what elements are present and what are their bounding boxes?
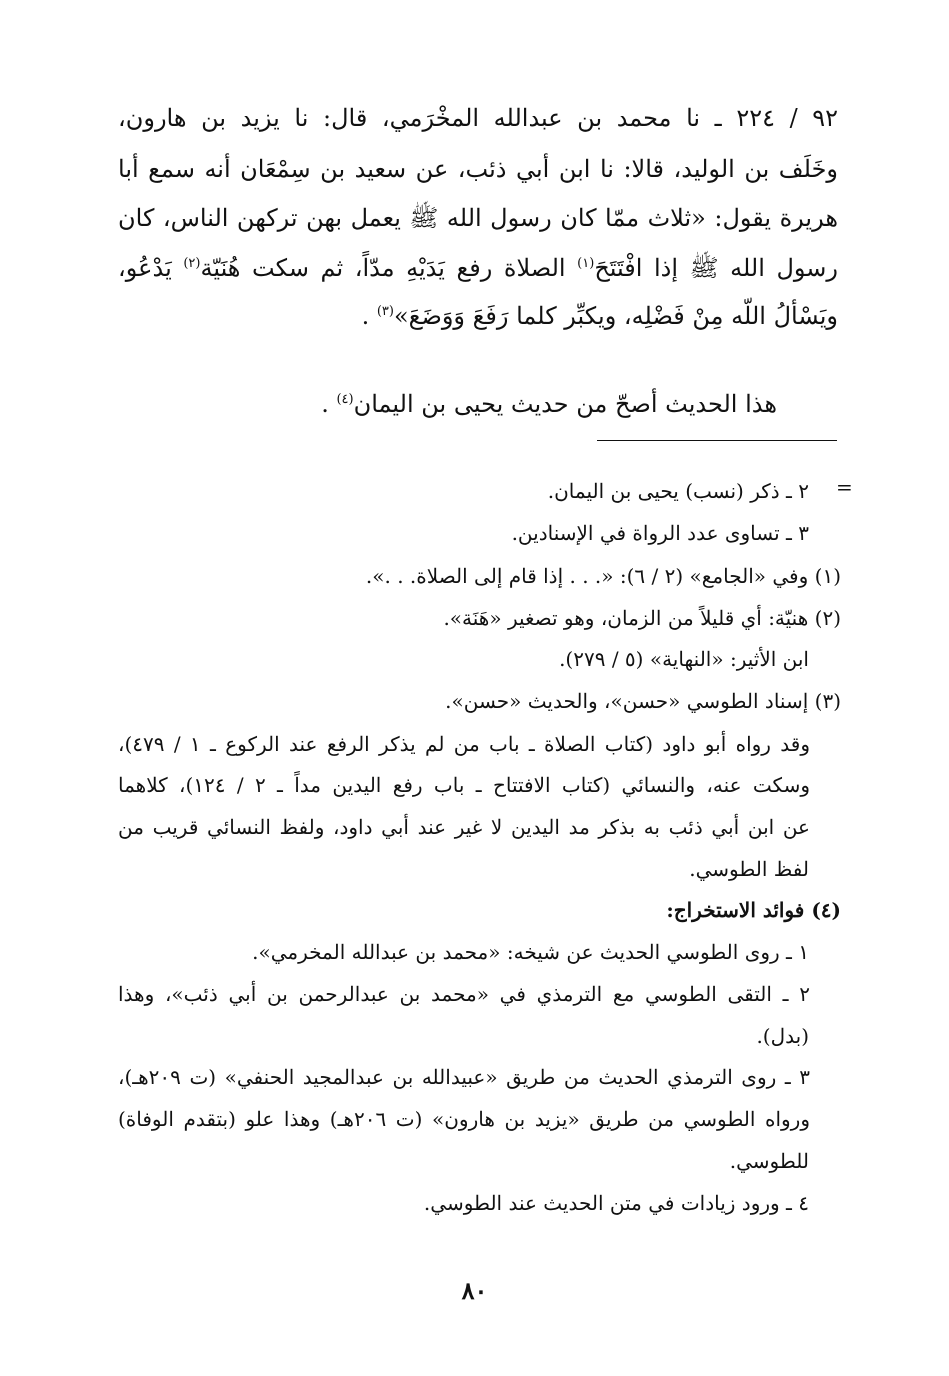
hadith-line-5-part-b: . <box>361 302 377 330</box>
hadith-line-2: وخَلَف بن الوليد، قالا: نا ابن أبي ذئب، عن سعيد بن سِمْعَان أنه سمع أبا <box>118 155 838 183</box>
footnote-1: (١) وفي «الجامع» (٢ / ٦): «. . . إذا قام إلى الصلاة. . .». <box>365 564 841 588</box>
hadith-line-4-part-a: رسول الله ﷺ إذا افْتَتَحَ <box>594 254 839 282</box>
hadith-line-4-part-c: يَدْعُو، <box>118 254 184 282</box>
author-comment <box>321 380 777 428</box>
footnote-3-line-1: وقد رواه أبو داود (كتاب الصلاة ـ باب من لم يذكر الرفع عند الركوع ـ ١ / ٤٧٩)، <box>118 732 810 756</box>
author-comment-text: هذا الحديث أصحّ من حديث يحيى بن اليمان <box>353 390 777 418</box>
hadith-line-4 <box>118 244 838 292</box>
hadith-line-5 <box>362 292 838 340</box>
footnote-separator <box>597 440 837 441</box>
footnote-3-line-2: وسكت عنه، والنسائي (كتاب الافتتاح ـ باب رفع اليدين مداً ـ ٢ / ١٢٤)، كلاهما <box>118 773 810 797</box>
footnote-ref-4: (٤) <box>336 392 354 407</box>
footnote-4-item-4: ٤ ـ ورود زيادات في متن الحديث عند الطوسي. <box>423 1191 809 1215</box>
footnote-4-item-3-line-3: للطوسي. <box>729 1149 809 1173</box>
footnote-3-line-4: لفظ الطوسي. <box>689 857 809 881</box>
continuation-mark: = <box>836 475 853 499</box>
footnote-ref-3: (٣) <box>376 304 394 319</box>
footnote-2: (٢) هنيّة: أي قليلاً من الزمان، وهو تصغير «هَنَة». <box>443 606 841 630</box>
footnote-4-heading: (٤) فوائد الاستخراج: <box>666 898 841 922</box>
footnote-ref-1: (١) <box>577 256 595 271</box>
footnote-cont-2: ٢ ـ ذكر (نسب) يحيى بن اليمان. <box>547 479 809 503</box>
hadith-line-4-part-b: الصلاة رفع يَدَيْهِ مدّاً، ثم سكت هُنَيّة <box>200 254 578 282</box>
footnote-3: (٣) إسناد الطوسي «حسن»، والحديث «حسن». <box>445 689 841 713</box>
footnote-cont-3: ٣ ـ تساوى عدد الرواة في الإسنادين. <box>511 521 809 545</box>
footnote-4-item-2-line-1: ٢ ـ التقى الطوسي مع الترمذي في «محمد بن عبدالرحمن بن أبي ذئب»، وهذا <box>118 982 810 1006</box>
hadith-line-5-part-a: ويَسْألُ اللّه مِنْ فَضْلِه، ويكبِّر كلما رَفَعَ وَوَضَعَ» <box>393 302 838 330</box>
hadith-line-3: هريرة يقول: «ثلاث ممّا كان رسول الله ﷺ يعمل بهن تركهن الناس، كان <box>118 204 838 232</box>
footnote-4-item-1: ١ ـ روى الطوسي الحديث عن شيخه: «محمد بن عبدالله المخرمي». <box>252 940 809 964</box>
page-number: ٨٠ <box>461 1276 488 1305</box>
footnote-4-item-3-line-2: ورواه الطوسي من طريق «يزيد بن هارون» (ت ٢٠٦هـ) وهذا علو (بتقدم الوفاة) <box>118 1107 810 1131</box>
footnote-4-item-2-line-2: (بدل). <box>756 1024 809 1048</box>
hadith-line-1: ٩٢ / ٢٢٤ ـ نا محمد بن عبدالله المخْرَمي، قال: نا يزيد بن هارون، <box>118 104 839 132</box>
footnote-2-source: ابن الأثير: «النهاية» (٥ / ٢٧٩). <box>559 647 809 671</box>
author-comment-end: . <box>321 390 337 418</box>
footnote-ref-2: (٢) <box>183 256 201 271</box>
footnote-3-line-3: عن ابن أبي ذئب به بذكر مد اليدين لا غير عند أبي داود، ولفظ النسائي قريب من <box>118 815 810 839</box>
footnote-4-item-3-line-1: ٣ ـ روى الترمذي الحديث من طريق «عبيدالله بن عبدالمجيد الحنفي» (ت ٢٠٩هـ)، <box>118 1065 810 1089</box>
